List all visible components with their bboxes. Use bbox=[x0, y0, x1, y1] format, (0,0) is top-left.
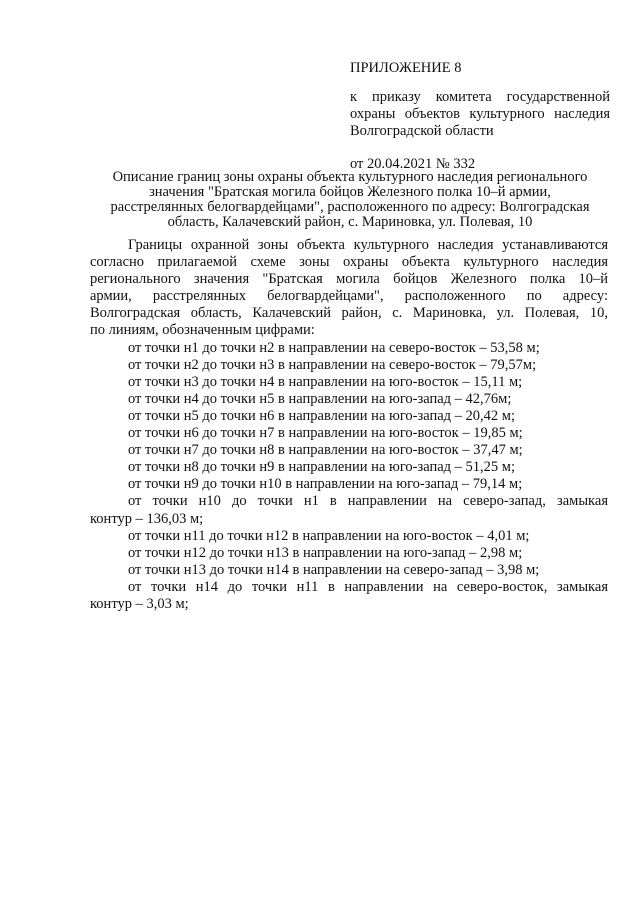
heading-line: область, Калачевский район, с. Мариновка, ул. Полевая, 10 bbox=[167, 214, 533, 230]
intro-line: по линиям, обозначенным цифрами: bbox=[90, 322, 315, 339]
annex-block bbox=[350, 60, 610, 173]
segment-line: от точки н14 до точки н11 в направлении на северо-восток, замыкая bbox=[128, 578, 608, 595]
segment-line: от точки н2 до точки н3 в направлении на северо-восток – 79,57м; bbox=[128, 356, 537, 373]
heading-line: расстрелянных белогвардейцами", расположенного по адресу: Волгоградская bbox=[110, 199, 590, 215]
intro-line: армии, расстрелянных белогвардейцами", расположенного по адресу: bbox=[90, 288, 608, 305]
segment-line: от точки н1 до точки н2 в направлении на северо-восток – 53,58 м; bbox=[128, 339, 540, 356]
heading-line: Описание границ зоны охраны объекта культурного наследия регионального bbox=[112, 169, 588, 185]
segment-line: от точки н11 до точки н12 в направлении на юго-восток – 4,01 м; bbox=[128, 527, 530, 544]
segment-line: от точки н7 до точки н8 в направлении на юго-восток – 37,47 м; bbox=[128, 442, 523, 459]
segment-line: контур – 136,03 м; bbox=[90, 510, 204, 527]
heading-line: значения "Братская могила бойцов Железного полка 10–й армии, bbox=[149, 184, 551, 200]
segment-line: от точки н9 до точки н10 в направлении на юго-запад – 79,14 м; bbox=[128, 476, 523, 493]
segment-line: от точки н13 до точки н14 в направлении на северо-запад – 3,98 м; bbox=[128, 561, 540, 578]
segment-line: от точки н3 до точки н4 в направлении на юго-восток – 15,11 м; bbox=[128, 373, 523, 390]
segment-line: от точки н4 до точки н5 в направлении на юго-запад – 42,76м; bbox=[128, 390, 512, 407]
annex-date: от 20.04.2021 № 332 bbox=[350, 156, 476, 172]
intro-line: Волгоградская область, Калачевский район, с. Мариновка, ул. Полевая, 10, bbox=[90, 305, 608, 322]
segment-line: от точки н10 до точки н1 в направлении на северо-запад, замыкая bbox=[128, 493, 608, 510]
segment-line: от точки н5 до точки н6 в направлении на юго-запад – 20,42 м; bbox=[128, 407, 515, 424]
annex-order-line: Волгоградской области bbox=[350, 123, 494, 139]
document-heading bbox=[88, 170, 612, 230]
annex-order-line: к приказу комитета государственной bbox=[350, 89, 610, 105]
segment-line: от точки н12 до точки н13 в направлении на юго-запад – 2,98 м; bbox=[128, 544, 523, 561]
intro-line: согласно прилагаемой схеме зоны охраны объекта культурного наследия bbox=[90, 254, 608, 271]
intro-line: Границы охранной зоны объекта культурного наследия устанавливаются bbox=[128, 237, 608, 253]
annex-order-line: охраны объектов культурного наследия bbox=[350, 106, 610, 122]
intro-line: регионального значения "Братская могила бойцов Железного полка 10–й bbox=[90, 271, 608, 288]
annex-order-reference bbox=[350, 89, 610, 140]
segment-line: от точки н8 до точки н9 в направлении на юго-запад – 51,25 м; bbox=[128, 459, 515, 476]
segment-line: от точки н6 до точки н7 в направлении на юго-восток – 19,85 м; bbox=[128, 425, 523, 442]
document-body bbox=[90, 237, 608, 613]
segment-line: контур – 3,03 м; bbox=[90, 595, 189, 612]
annex-title: ПРИЛОЖЕНИЕ 8 bbox=[350, 60, 462, 76]
